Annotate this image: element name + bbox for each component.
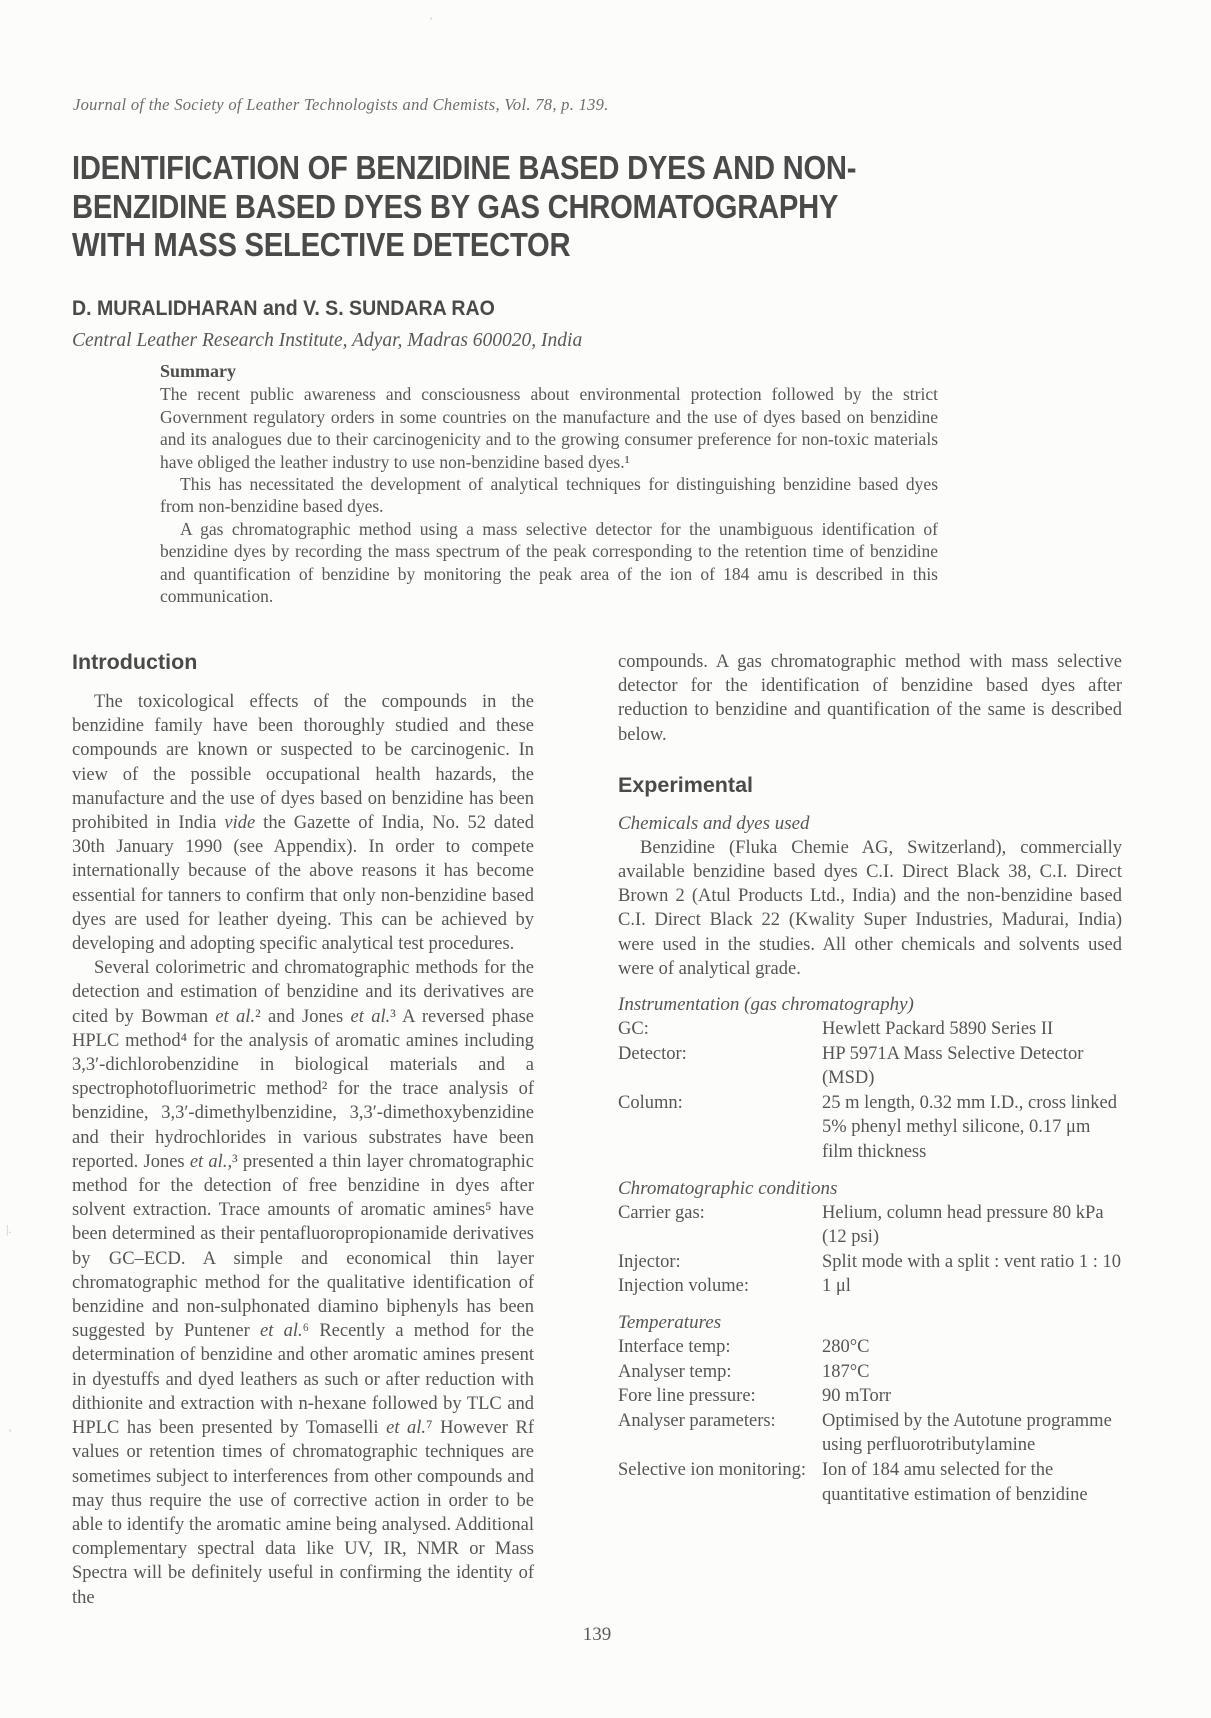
- introduction-heading: Introduction: [72, 650, 198, 674]
- introduction-paragraph: The toxicological effects of the compounds in the benzidine family have been thoroughly studied and these compounds are known or suspected to be carcinogenic. In view of the possible occupational health hazards, the manufacture and the use of dyes based on benzidine has been prohibited in India vide the Gazette of India, No. 52 dated 30th January 1990 (see Appendix). In order to compete internationally because of the above reasons it has become essential for tanners to confirm that only non-benzidine based dyes are used for leather dyeing. This can be achieved by developing and adopting specific analytical test procedures.: [72, 692, 534, 955]
- spec-row: [618, 1250, 1122, 1275]
- spec-label: GC:: [618, 1019, 649, 1040]
- spec-value: Optimised by the Autotune programme using perfluorotributylamine: [822, 1410, 1112, 1456]
- scan-artifact: ': [9, 1426, 12, 1440]
- experimental-heading: Experimental: [618, 772, 754, 797]
- spec-row: [618, 1409, 1122, 1458]
- authors: D. MURALIDHARAN and V. S. SUNDARA RAO: [72, 297, 495, 320]
- spec-row: [618, 1017, 1122, 1042]
- spec-value: 187°C: [822, 1361, 870, 1382]
- continuation-paragraph: compounds. A gas chromatographic method with mass selective detector for the identification of benzidine based dyes after reduction to benzidine and quantification of the same is described below.: [618, 652, 1122, 745]
- spec-row: [618, 1360, 1122, 1385]
- spec-row: [618, 1458, 1122, 1507]
- journal-header-line: Journal of the Society of Leather Technologists and Chemists, Vol. 78, p. 139.: [73, 95, 609, 114]
- summary-heading: Summary: [160, 361, 236, 381]
- spec-label: Carrier gas:: [618, 1202, 705, 1223]
- spec-value: HP 5971A Mass Selective Detector (MSD): [822, 1043, 1084, 1089]
- two-column-body: [72, 650, 1122, 1610]
- spec-label: Fore line pressure:: [618, 1386, 756, 1407]
- article-title-line-1: IDENTIFICATION OF BENZIDINE BASED DYES AND NON-: [72, 149, 857, 186]
- chemicals-paragraph: Benzidine (Fluka Chemie AG, Switzerland), commercially available benzidine based dyes C.I. Direct Black 38, C.I. Direct Brown 2 (Atul Products Ltd., India) and the non-benzidine based C.I. Direct Black 22 (Kwality Super Industries, Madurai, India) were used in the studies. All other chemicals and solvents used were of analytical grade.: [618, 837, 1122, 979]
- spec-label: Column:: [618, 1092, 683, 1113]
- right-column: [618, 650, 1122, 1610]
- spec-label: Analyser parameters:: [618, 1410, 776, 1431]
- article-title: [72, 149, 856, 265]
- affiliation: Central Leather Research Institute, Adyar, Madras 600020, India: [72, 330, 583, 351]
- spec-row: [618, 1042, 1122, 1091]
- spec-label: Detector:: [618, 1043, 687, 1064]
- spec-value: 25 m length, 0.32 mm I.D., cross linked 5% phenyl methyl silicone, 0.17 μm film thickness: [822, 1092, 1117, 1162]
- spec-row: [618, 1201, 1122, 1250]
- spec-row: [618, 1091, 1122, 1165]
- spec-label: Analyser temp:: [618, 1361, 732, 1382]
- instrumentation-subheading: Instrumentation (gas chromatography): [618, 994, 914, 1016]
- temperatures-subheading: Temperatures: [618, 1311, 722, 1333]
- scan-artifact: ': [430, 14, 433, 28]
- spec-label: Selective ion monitoring:: [618, 1459, 807, 1480]
- summary-paragraph: The recent public awareness and consciousness about environmental protection followed by the strict Government regulatory orders in some countries on the manufacture and the use of dyes based on benzidine and its analogues due to their carcinogenicity and to the growing consumer preference for non-toxic materials have obliged the leather industry to use non-benzidine based dyes.¹: [160, 384, 938, 472]
- spec-label: Interface temp:: [618, 1336, 731, 1357]
- spec-label: Injector:: [618, 1251, 681, 1272]
- article-title-line-2: BENZIDINE BASED DYES BY GAS CHROMATOGRAPHY: [72, 187, 839, 225]
- spec-value: 90 mTorr: [822, 1386, 892, 1407]
- summary-block: [160, 360, 938, 607]
- spec-row: [618, 1274, 1122, 1299]
- spec-value: Split mode with a split : vent ratio 1 : 10: [822, 1251, 1122, 1272]
- spec-row: [618, 1335, 1122, 1360]
- spec-row: [618, 1384, 1122, 1409]
- summary-paragraph: A gas chromatographic method using a mass selective detector for the unambiguous identification of benzidine dyes by recording the mass spectrum of the peak corresponding to the retention time of benzidine and quantification of benzidine by monitoring the peak area of the ion of 184 amu is described in this communication.: [160, 518, 938, 607]
- spec-value: Hewlett Packard 5890 Series II: [822, 1019, 1054, 1040]
- introduction-paragraph: Several colorimetric and chromatographic methods for the detection and estimation of benzidine and its derivatives are cited by Bowman et al.² and Jones et al.³ A reversed phase HPLC method⁴ for the analysis of aromatic amines including 3,3′-dichlorobenzidine in biological materials and a spectrophotofluorimetric method² for the trace analysis of benzidine, 3,3′-dimethylbenzidine, 3,3′-dimethoxybenzidine and their hydrochlorides in various substrates have been reported. Jones et al.,³ presented a thin layer chromatographic method for the detection of free benzidine in dyes after solvent extraction. Trace amounts of aromatic amines⁵ have been determined as their pentafluoropropionamide derivatives by GC–ECD. A simple and economical thin layer chromatographic method for the qualitative identification of benzidine and non-sulphonated diamino biphenyls has been suggested by Puntener et al.⁶ Recently a method for the determination of benzidine and other aromatic amines present in dyestuffs and dyed leathers as such or after reduction with dithionite and extraction with n-hexane followed by TLC and HPLC has been presented by Tomaselli et al.⁷ However Rf values or retention times of chromatographic techniques are sometimes subject to interferences from other compounds and may thus require the use of corrective action in order to be able to identify the aromatic amine being analysed. Additional complementary spectral data like UV, IR, NMR or Mass Spectra will be definitely useful in confirming the identity of the: [72, 958, 534, 1608]
- left-column: [72, 650, 534, 1610]
- spec-value: Helium, column head pressure 80 kPa (12 psi): [822, 1202, 1104, 1248]
- page-number: 139: [582, 1624, 612, 1645]
- chemicals-subheading: Chemicals and dyes used: [618, 812, 810, 834]
- spec-value: Ion of 184 amu selected for the quantitative estimation of benzidine: [822, 1459, 1088, 1505]
- chromatographic-conditions-subheading: Chromatographic conditions: [618, 1177, 838, 1199]
- spec-label: Injection volume:: [618, 1276, 750, 1297]
- summary-paragraph: This has necessitated the development of analytical techniques for distinguishing benzidine based dyes from non-benzidine based dyes.: [160, 474, 938, 517]
- article-title-line-3: WITH MASS SELECTIVE DETECTOR: [72, 226, 571, 263]
- scan-artifact: |.: [6, 1222, 12, 1236]
- spec-value: 1 μl: [822, 1276, 851, 1297]
- spec-value: 280°C: [822, 1336, 870, 1357]
